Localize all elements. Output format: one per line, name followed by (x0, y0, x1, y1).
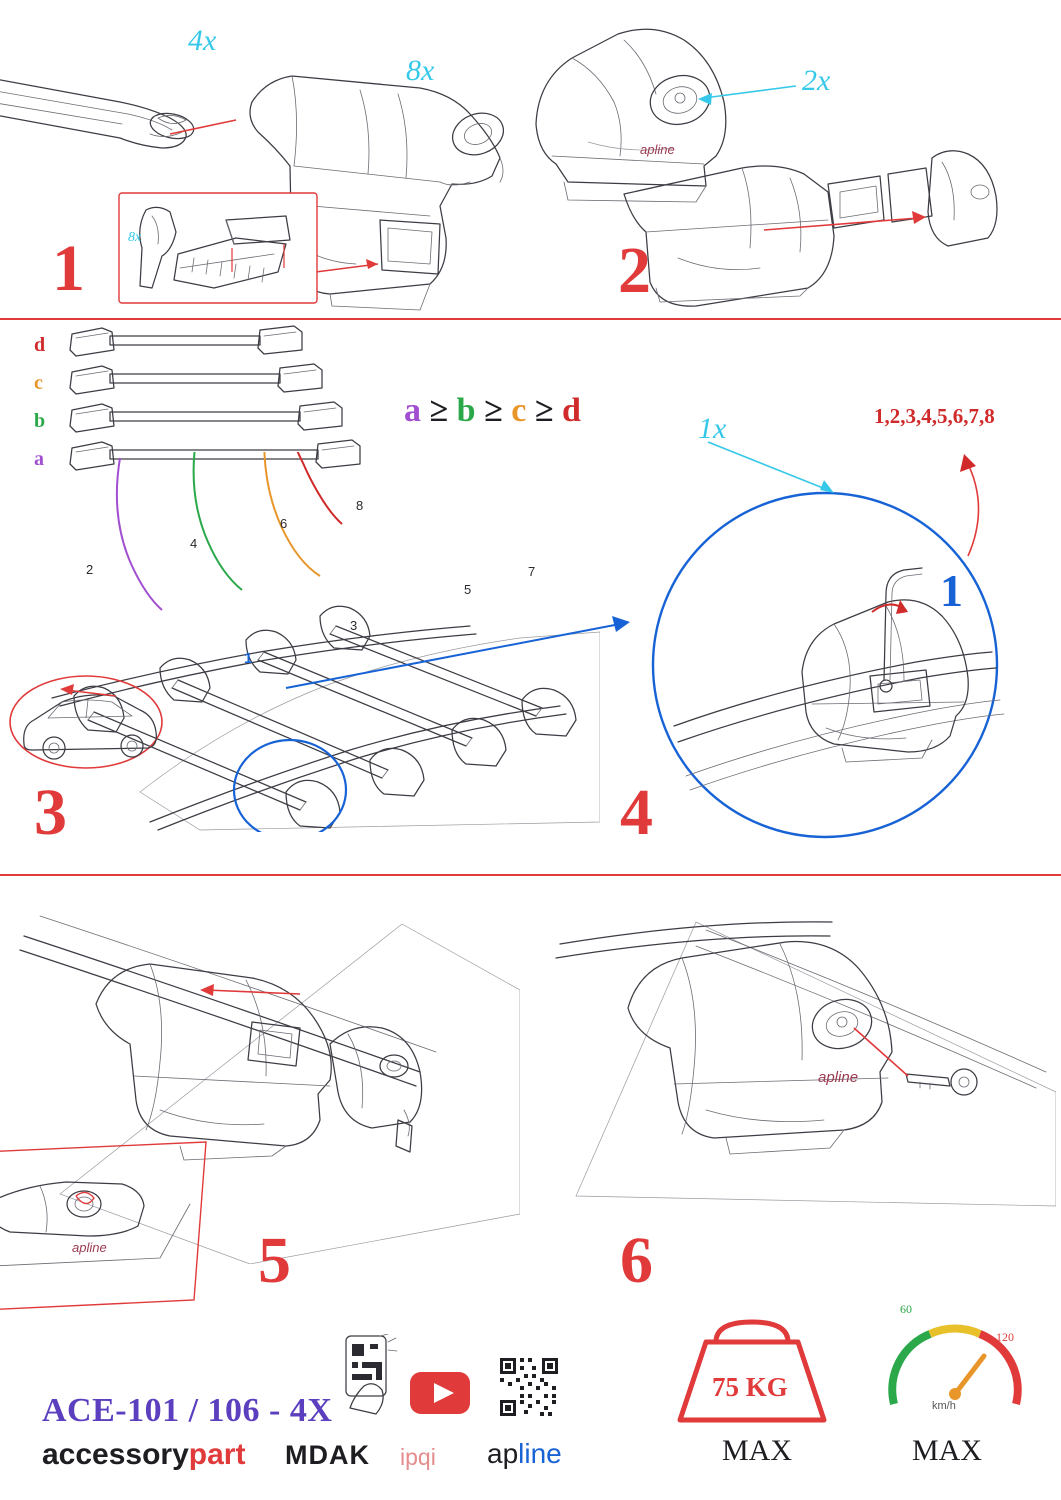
detail-step-number: 1 (940, 565, 963, 616)
inset-quantity-label: 8x (128, 230, 142, 245)
rubber-quantity-label: 8x (406, 54, 435, 87)
ineq-ge-2: ≥ (484, 392, 503, 429)
foot-rail-assembly (624, 151, 997, 306)
product-code: ACE-101 / 106 - 4X (42, 1392, 333, 1429)
mount-number-6: 6 (280, 516, 288, 531)
mount-number-4: 4 (190, 536, 198, 551)
brand-suffix: part (188, 1438, 246, 1471)
bar-row-c (70, 364, 322, 394)
allen-key-quantity-label: 1x (698, 412, 727, 445)
foot-top-view (536, 29, 726, 202)
speed-max-label: MAX (912, 1434, 983, 1467)
partner-apline (487, 1438, 562, 1470)
step-4-number: 4 (620, 776, 653, 849)
tighten-order-arrow (900, 430, 1010, 560)
zoom-connector-arrow (280, 608, 640, 698)
section-divider-1 (0, 318, 1061, 320)
red-pointer-cap (170, 120, 236, 134)
endcap-quantity-label: 4x (188, 24, 217, 57)
mount-number-7: 7 (528, 564, 536, 579)
screw-quantity-label: 2x (802, 64, 831, 97)
cyan-screw-arrow (704, 86, 796, 98)
svg-text:apline: apline (72, 1240, 107, 1255)
step-6-number: 6 (620, 1224, 653, 1297)
bar-label-d: d (34, 334, 46, 356)
youtube-icon[interactable] (408, 1370, 472, 1416)
section-divider-2 (0, 874, 1061, 876)
step-5-number: 5 (258, 1224, 291, 1297)
vehicle-orientation-inset (8, 666, 178, 776)
cyan-allen-pointer (700, 436, 850, 496)
step-5-detail-inset (0, 1134, 210, 1314)
bar-row-b (70, 402, 342, 432)
ineq-ge-3: ≥ (534, 392, 554, 429)
step-6-illustration (536, 896, 1056, 1226)
partner-mdak: MDAK (285, 1440, 370, 1470)
step-2-number: 2 (618, 234, 651, 307)
lock-key (906, 1069, 977, 1095)
weight-limit-value: 75 KG (712, 1372, 788, 1402)
svg-text:apline: apline (640, 142, 675, 157)
step-1-detail-inset (118, 192, 318, 304)
apline-prefix: ap (487, 1438, 519, 1469)
gauge-min-label: 60 (900, 1302, 912, 1316)
speed-unit-label: km/h (932, 1400, 956, 1412)
step-2-illustration (528, 6, 1058, 318)
apline-suffix: line (518, 1438, 562, 1469)
key-insert-arrow (854, 1028, 908, 1076)
svg-text:apline: apline (818, 1069, 859, 1086)
mount-number-2: 2 (86, 562, 94, 577)
step-3-number: 3 (34, 776, 67, 849)
bar-label-a: a (34, 448, 44, 470)
partner-ipqi: ipqi (400, 1444, 436, 1470)
brand-prefix: accessory (42, 1438, 189, 1471)
red-insert-arrow (764, 218, 918, 230)
mount-number-1: 1 (244, 650, 253, 667)
brand-logo (42, 1438, 245, 1472)
mount-number-3: 3 (350, 618, 358, 633)
mount-number-8: 8 (356, 498, 364, 513)
ineq-d: d (562, 392, 581, 429)
ineq-a: a (404, 392, 421, 429)
crossbar-endcap-drawing (0, 78, 196, 148)
highlight-circle-mount-1 (234, 740, 346, 832)
bar-row-d (70, 326, 302, 356)
ineq-b: b (456, 392, 476, 429)
mount-number-5: 5 (464, 582, 472, 597)
scan-qr-phone-icon[interactable] (336, 1334, 406, 1416)
weight-max-label: MAX (722, 1434, 793, 1467)
ineq-ge-1: ≥ (429, 392, 449, 429)
tighten-order-label: 1,2,3,4,5,6,7,8 (874, 404, 995, 428)
ineq-c: c (511, 392, 527, 429)
inequality-expression (404, 392, 581, 430)
foot-with-key (628, 942, 892, 1154)
bar-label-b: b (34, 410, 46, 432)
step-1-number: 1 (52, 232, 85, 305)
qr-code-icon[interactable] (498, 1356, 560, 1418)
gauge-max-label: 120 (996, 1330, 1014, 1344)
bar-label-c: c (34, 372, 43, 394)
